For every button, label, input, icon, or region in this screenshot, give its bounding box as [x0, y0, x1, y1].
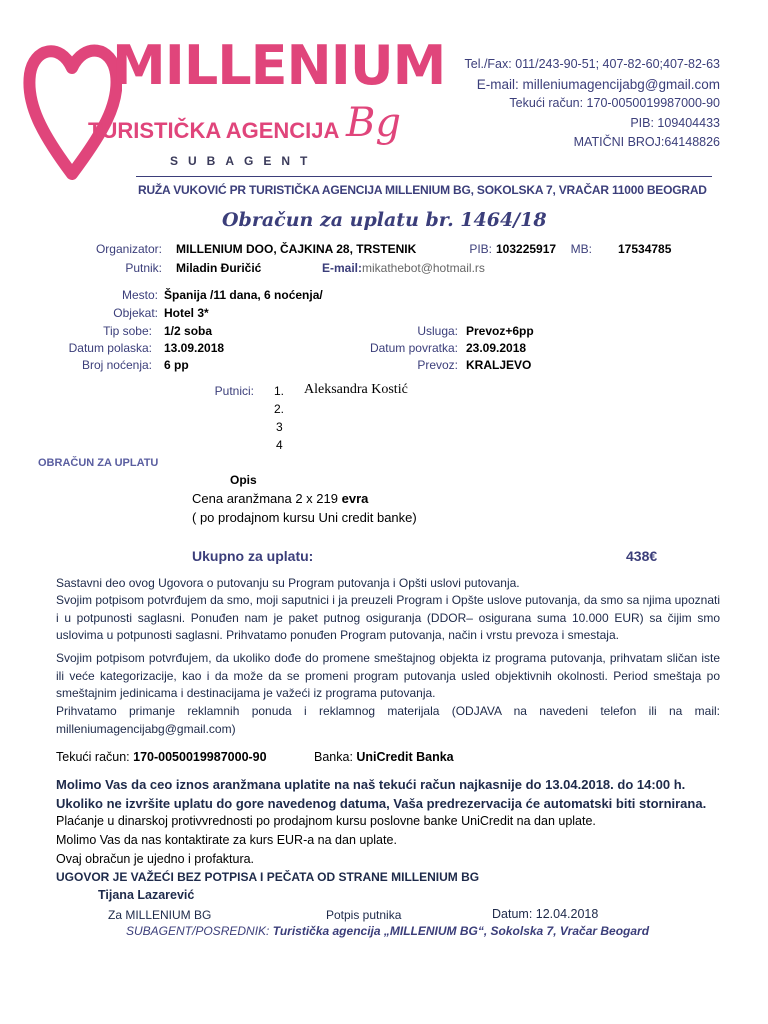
departure-label: Datum polaska:: [68, 341, 152, 355]
return-value: 23.09.2018: [466, 341, 527, 355]
bank-account-value: 170-0050019987000-90: [133, 750, 267, 764]
bank-name-line: [314, 750, 454, 764]
logo-agency-line: TURISTIČKA AGENCIJA: [88, 118, 340, 143]
calc-price: Cena aranžmana 2 x 219: [192, 491, 342, 506]
header-divider: [136, 176, 712, 177]
heart-logo-icon: [22, 34, 122, 184]
service-label: Usluga:: [417, 324, 458, 338]
contact-phone: Tel./Fax: 011/243-90-51; 407-82-60;407-82-63: [464, 57, 720, 71]
calc-price-unit: evra: [341, 491, 369, 506]
room-type-label: Tip sobe:: [103, 324, 152, 338]
traveler-value: Miladin Đuričić: [176, 261, 262, 275]
total-value: 438€: [626, 548, 658, 564]
nights-label: Broj noćenja:: [81, 358, 152, 372]
total-label: Ukupno za uplatu:: [192, 548, 314, 564]
return-label: Datum povratka:: [369, 341, 458, 355]
passenger-num-1: 1.: [274, 384, 285, 398]
agent-name: Tijana Lazarević: [98, 888, 195, 902]
departure-value: 13.09.2018: [164, 341, 225, 355]
document-title: Obračun za uplatu br. 1464/18: [222, 209, 547, 231]
calc-opis: Opis: [230, 473, 257, 487]
object-label: Objekat:: [113, 306, 158, 320]
logo-subagent: SUBAGENT: [170, 154, 318, 168]
contact-account: Tekući račun: 170-0050019987000-90: [509, 96, 720, 110]
payment-deadline: Molimo Vas da ceo iznos aranžmana uplatite na naš tekući račun najkasnije do 13.04.2018. do 14:00 h. Ukoliko ne izvršite uplatu do gore navedenog datuma, Vaša predrezervacija će automatski biti stornirana.: [56, 777, 707, 811]
footer-subagent: [126, 924, 649, 938]
bank-account-line: [56, 750, 267, 764]
signature-agency: Za MILLENIUM BG: [108, 908, 212, 922]
contact-email[interactable]: E-mail: milleniumagencijabg@gmail.com: [476, 77, 720, 92]
transport-label: Prevoz:: [417, 358, 458, 372]
organizer-mb-value: 17534785: [618, 242, 672, 256]
signature-traveler: Potpis putnika: [326, 908, 402, 922]
traveler-email-label: E-mail:: [322, 261, 363, 275]
object-value: Hotel 3*: [164, 306, 209, 320]
bank-account-label: Tekući račun:: [56, 750, 134, 764]
passenger-num-2: 2.: [274, 402, 285, 416]
transport-value: KRALJEVO: [466, 358, 532, 372]
terms-p2: Svojim potpisom potvrđujem da smo, moji saputnici i ja preuzeli Program i Opšte uslove putovanja, da smo sa njima upoznati i u potpunosti saglasni. Ponuđen nam je paket putnog osiguranja (DDOR– osigurana suma 10.000 EUR) sa čijim smo uslovima u potpunosti saglasni. Prihvatamo ponuđen Program putovanja, način i vrstu prevoza i smestaja.: [56, 593, 720, 642]
organizer-pib-label: PIB:: [469, 242, 492, 256]
company-line: RUŽA VUKOVIĆ PR TURISTIČKA AGENCIJA MILLENIUM BG, SOKOLSKA 7, VRAČAR 11000 BEOGRAD: [138, 183, 707, 197]
contact-pib: PIB: 109404433: [630, 116, 720, 130]
terms-p1: Sastavni deo ovog Ugovora o putovanju su Program putovanja i Opšti uslovi putovanja.: [56, 576, 520, 590]
service-value: Prevoz+6pp: [466, 324, 534, 338]
footer-label: SUBAGENT/POSREDNIK:: [126, 924, 273, 938]
organizer-mb-label: MB:: [570, 242, 592, 256]
logo-bg: Bg: [346, 100, 401, 146]
payment-validity: UGOVOR JE VAŽEĆI BEZ POTPISA I PEČATA OD STRANE MILLENIUM BG: [56, 870, 480, 884]
payment-note-3: Ovaj obračun je ujedno i profaktura.: [56, 852, 255, 866]
passenger-name-1: Aleksandra Kostić: [304, 382, 408, 397]
organizer-value: MILLENIUM DOO, ČAJKINA 28, TRSTENIK: [176, 242, 417, 256]
organizer-pib-value: 103225917: [496, 242, 557, 256]
nights-value: 6 pp: [164, 358, 189, 372]
calc-price-line: [192, 491, 368, 506]
passenger-num-4: 4: [276, 438, 283, 452]
room-type-value: 1/2 soba: [164, 324, 213, 338]
terms-p3: Svojim potpisom potvrđujem, da ukoliko dođe do promene smeštajnog objekta iz programa putovanja, prihvatam sličan iste ili veće kategorizacije, kao i da može da se promeni program putovanja usled objektivnih okolnosti. Period smeštaja po smeštajnim jedinicama i destinacijama je važeći iz programa putovanja.: [56, 651, 720, 700]
bank-name-label: Banka:: [314, 750, 357, 764]
contact-mb: MATIČNI BROJ:64148826: [573, 135, 720, 149]
passengers-label: Putnici:: [214, 384, 254, 398]
calc-rate-note: ( po prodajnom kursu Uni credit banke): [192, 510, 417, 525]
destination-value: Španija /11 dana, 6 noćenja/: [164, 288, 323, 302]
traveler-label: Putnik:: [125, 261, 162, 275]
footer-value: Turistička agencija „MILLENIUM BG“, Sokolska 7, Vračar Beogard: [272, 924, 650, 938]
terms-p4: Prihvatamo primanje reklamnih ponuda i reklamnog materijala (ODJAVA na navedeni telefon ili na mail: milleniumagencijabg@gmail.com): [56, 704, 720, 736]
logo-wordmark: MILLENIUM: [112, 34, 446, 97]
calc-section-title: OBRAČUN ZA UPLATU: [38, 457, 159, 469]
payment-note-1: Plaćanje u dinarskoj protivvrednosti po prodajnom kursu poslovne banke UniCredit na dan uplate.: [56, 814, 596, 828]
signature-date: Datum: 12.04.2018: [492, 907, 599, 921]
organizer-label: Organizator:: [95, 242, 162, 256]
payment-note-2: Molimo Vas da nas kontaktirate za kurs EUR-a na dan uplate.: [56, 833, 397, 847]
traveler-email-value[interactable]: mikathebot@hotmail.rs: [362, 261, 485, 275]
passenger-num-3: 3: [276, 420, 283, 434]
destination-label: Mesto:: [121, 288, 158, 302]
bank-name-value: UniCredit Banka: [356, 750, 454, 764]
